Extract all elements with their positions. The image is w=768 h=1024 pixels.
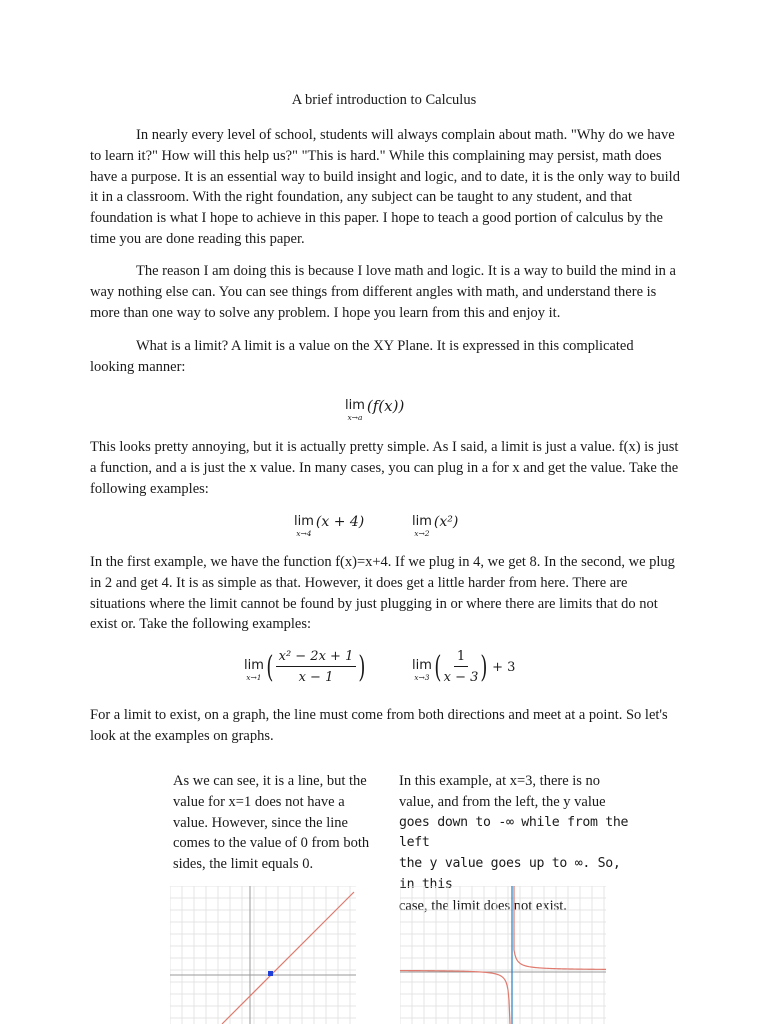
lim-operator: lim [345,398,365,413]
hole-point [268,971,273,976]
graph-reciprocal-limit [400,886,606,1024]
constant-term: + 3 [492,660,516,675]
limit-expression: (f(x)) [366,397,405,415]
lim-subscript: x→2 [414,529,430,538]
paragraph-first-example: In the first example, we have the function f(x)=x+4. If we plug in 4, we get 8. In the second, we plug in 2 and get 4. It is as simple as that. However, it does get a little harder from here. There are situations where the limit cannot be found by just plugging in or where there are limits that do not exist or. Take the following examples: [90,554,675,633]
right-line-2: value, and from the left, the y value [399,793,606,810]
lim-subscript: x→3 [414,672,430,682]
lim-operator: lim [412,514,432,529]
lim-subscript: x→a [347,413,363,422]
column-left-text: As we can see, it is a line, but the value for x=1 does not have a value. However, since the line comes to the value of 0 from both sides, the limit equals 0. [173,773,370,873]
paragraph-intro: In nearly every level of school, students will always complain about math. "Why do we have to learn it?" How will this help us?" "This is hard." While this complaining may persist, math does have a purpose. It is an essential way to build insight and logic, and to date, it is the only way to build it in a classroom. With the right foundation, any subject can be taught to any student, and that foundation is what I hope to achieve in this paper. I hope to teach a good portion of calculus by the time you are done reading this paper. [90,127,680,247]
paragraph-explanation: This looks pretty annoying, but it is actually pretty simple. As I said, a limit is just a value. f(x) is just a function, and a is just the x value. In many cases, you can plug in a for x and get the value. Take the following examples: [90,439,679,497]
fraction [444,648,479,687]
fraction-denominator: x − 1 [298,670,334,685]
equation-example-x-plus-4 [294,514,364,538]
equation-fraction-limit [244,648,368,687]
equation-general-limit [345,398,404,422]
right-paren: ) [480,649,488,685]
right-line-1: In this example, at x=3, there is no [399,773,601,789]
document-title: A brief introduction to Calculus [291,92,477,108]
lim-operator: lim [294,514,314,529]
paragraph-what-is-limit: What is a limit? A limit is a value on the XY Plane. It is expressed in this complicated looking manner: [90,338,634,375]
left-branch-curve [400,971,510,1024]
equation-reciprocal-limit [412,648,515,687]
graph-linear-limit [170,886,356,1024]
lim-subscript: x→4 [296,529,312,538]
equation-example-x-squared [412,514,458,538]
paragraph-reason: The reason I am doing this is because I love math and logic. It is a way to build the mind in a way nothing else can. You can see things from different angles with math, and understand there is more than one way to solve any problem. I hope you learn from this and enjoy it. [90,263,676,321]
right-line-3: goes down to -∞ while from the left [399,814,629,851]
lim-subscript: x→1 [246,672,262,682]
fraction-numerator: x² − 2x + 1 [276,648,357,667]
left-paren: ( [266,649,274,685]
left-paren: ( [434,649,442,685]
paragraph-graph-intro: For a limit to exist, on a graph, the line must come from both directions and meet at a point. So let's look at the examples on graphs. [90,707,668,744]
fraction-denominator: x − 3 [443,670,479,685]
right-line-4: the y value goes up to ∞. So, in this [399,856,621,892]
right-paren: ) [358,649,366,685]
lim-operator: lim [244,657,264,673]
right-line-5: case, the limit does not exist. [399,897,567,914]
fraction-numerator: 1 [454,648,468,667]
limit-expression: (x + 4) [315,514,365,530]
limit-expression: (x²) [433,514,459,530]
fraction [276,648,357,687]
lim-operator: lim [412,657,432,673]
